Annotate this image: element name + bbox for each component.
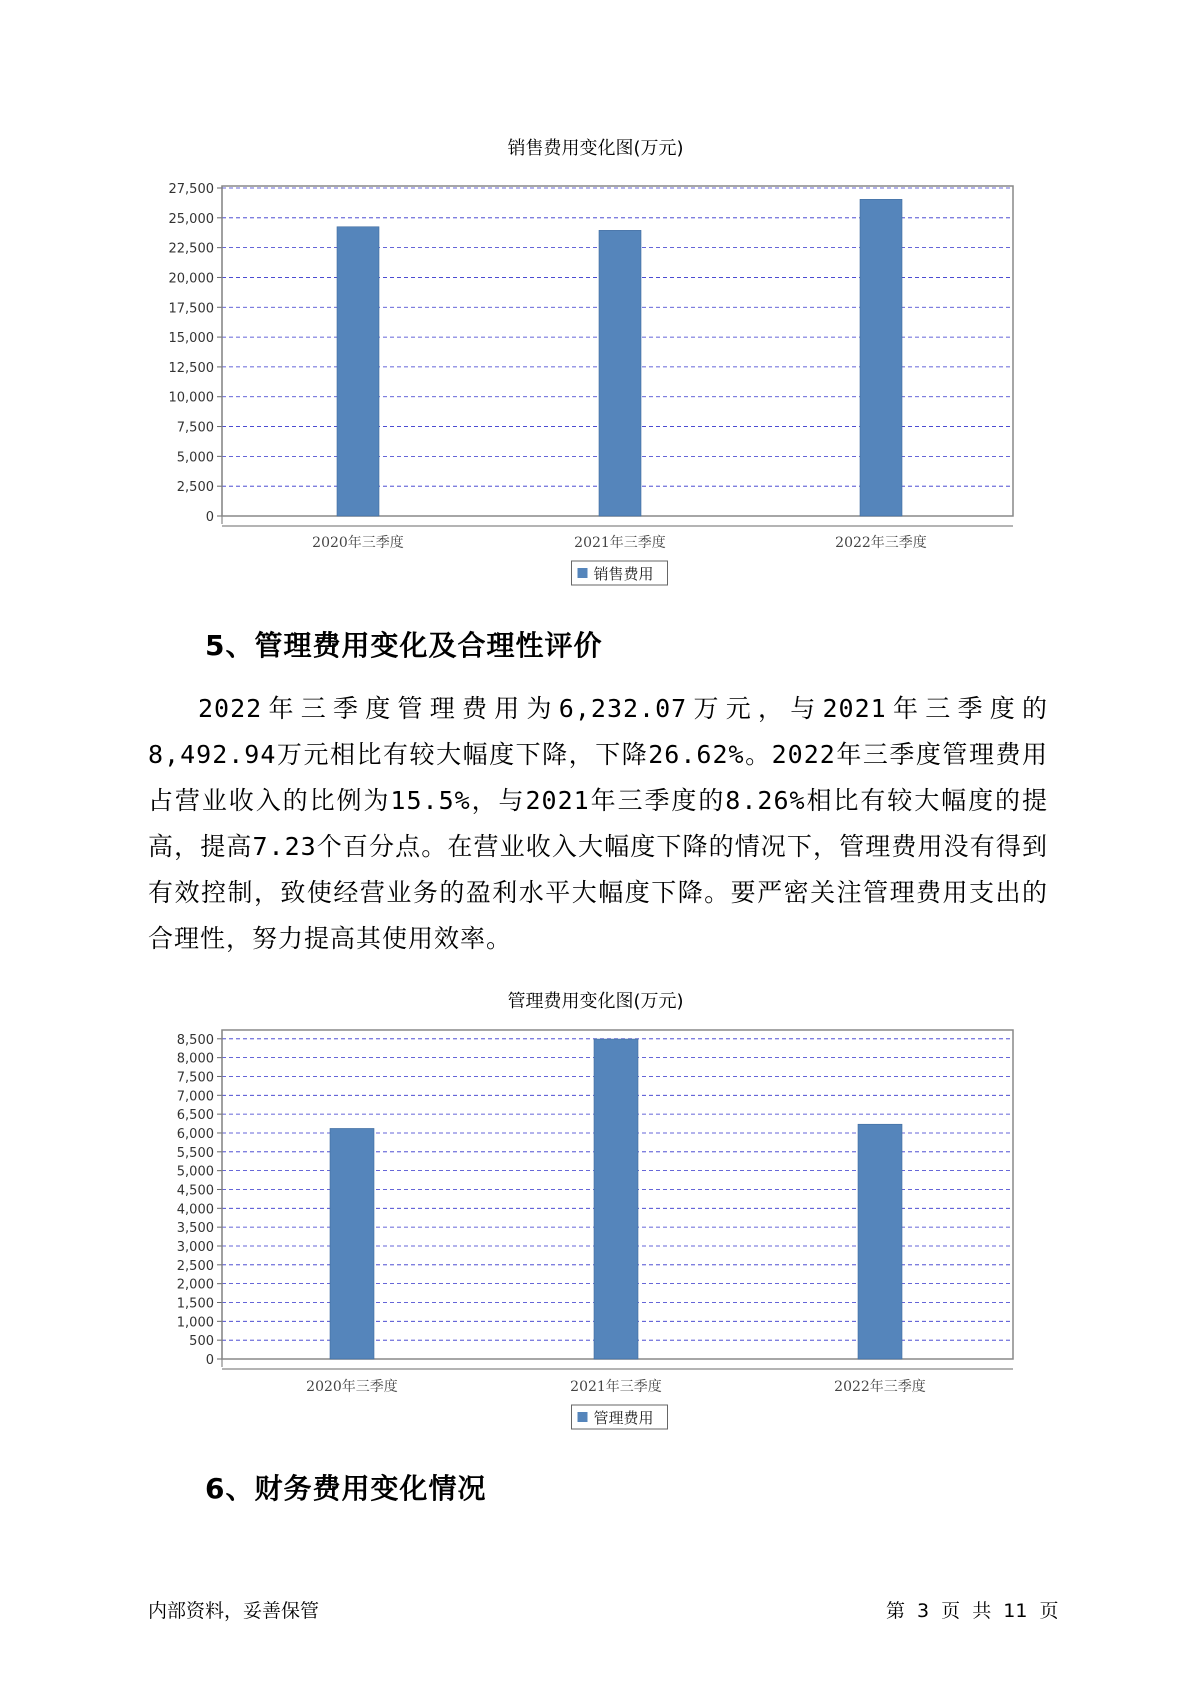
y-tick-label: 5,000 <box>176 1164 214 1180</box>
y-tick-label: 3,500 <box>176 1221 214 1237</box>
x-category-label: 2021年三季度 <box>570 1379 662 1395</box>
section-5-paragraph: 2022年三季度管理费用为6,232.07万元，与2021年三季度的8,492.94万元相比有较大幅度下降，下降26.62%。2022年三季度管理费用占营业收入的比例为15.5%，与2021年三季度的8.26%相比有较大幅度的提高，提高7.23个百分点。在营业收入大幅度下降的情况下，管理费用没有得到有效控制，致使经营业务的盈利水平大幅度下降。要严密关注管理费用支出的合理性，努力提高其使用效率。 <box>148 694 1048 953</box>
y-tick-label: 1,500 <box>176 1296 214 1312</box>
section-5-heading: 5、管理费用变化及合理性评价 <box>205 629 603 662</box>
legend-label: 管理费用 <box>593 1409 654 1427</box>
y-tick-label: 7,500 <box>176 420 214 436</box>
y-tick-label: 27,500 <box>168 182 214 197</box>
y-tick-label: 20,000 <box>168 271 214 287</box>
y-tick-label: 10,000 <box>168 390 214 406</box>
y-tick-label: 5,500 <box>176 1145 214 1161</box>
y-tick-label: 4,000 <box>176 1202 214 1218</box>
x-category-label: 2022年三季度 <box>835 535 927 551</box>
y-tick-label: 25,000 <box>168 211 214 227</box>
y-tick-label: 7,500 <box>176 1070 214 1086</box>
chart-1-title: 销售费用变化图(万元) <box>507 138 684 159</box>
y-tick-label: 0 <box>205 1353 214 1368</box>
y-tick-label: 2,000 <box>176 1277 214 1293</box>
section-6-heading: 6、财务费用变化情况 <box>205 1472 487 1505</box>
x-category-label: 2020年三季度 <box>306 1379 398 1395</box>
x-category-label: 2020年三季度 <box>312 535 404 551</box>
bar <box>594 1039 638 1359</box>
y-tick-label: 0 <box>205 510 214 525</box>
y-tick-label: 1,000 <box>176 1315 214 1331</box>
y-tick-label: 17,500 <box>168 301 214 317</box>
y-tick-label: 12,500 <box>168 360 214 376</box>
y-tick-label: 7,000 <box>176 1089 214 1105</box>
y-tick-label: 22,500 <box>168 241 214 257</box>
y-tick-label: 500 <box>189 1334 214 1350</box>
chart-2-title: 管理费用变化图(万元) <box>507 991 684 1012</box>
y-tick-label: 2,500 <box>176 1258 214 1274</box>
y-tick-label: 4,500 <box>176 1183 214 1199</box>
legend-swatch <box>578 1412 588 1422</box>
y-tick-label: 8,000 <box>176 1051 214 1067</box>
y-tick-label: 2,500 <box>176 480 214 496</box>
y-tick-label: 6,500 <box>176 1108 214 1124</box>
footer-page-number: 第 3 页 共 11 页 <box>886 1600 1059 1622</box>
y-tick-label: 8,500 <box>176 1032 214 1048</box>
y-tick-label: 15,000 <box>168 331 214 347</box>
bar <box>330 1128 374 1359</box>
x-category-label: 2021年三季度 <box>574 535 666 551</box>
x-category-label: 2022年三季度 <box>834 1379 926 1395</box>
y-tick-label: 6,000 <box>176 1126 214 1142</box>
y-tick-label: 5,000 <box>176 450 214 466</box>
y-tick-label: 3,000 <box>176 1239 214 1255</box>
footer-confidential-note: 内部资料，妥善保管 <box>148 1600 320 1622</box>
legend-label: 销售费用 <box>593 565 654 583</box>
bar <box>858 1124 902 1359</box>
